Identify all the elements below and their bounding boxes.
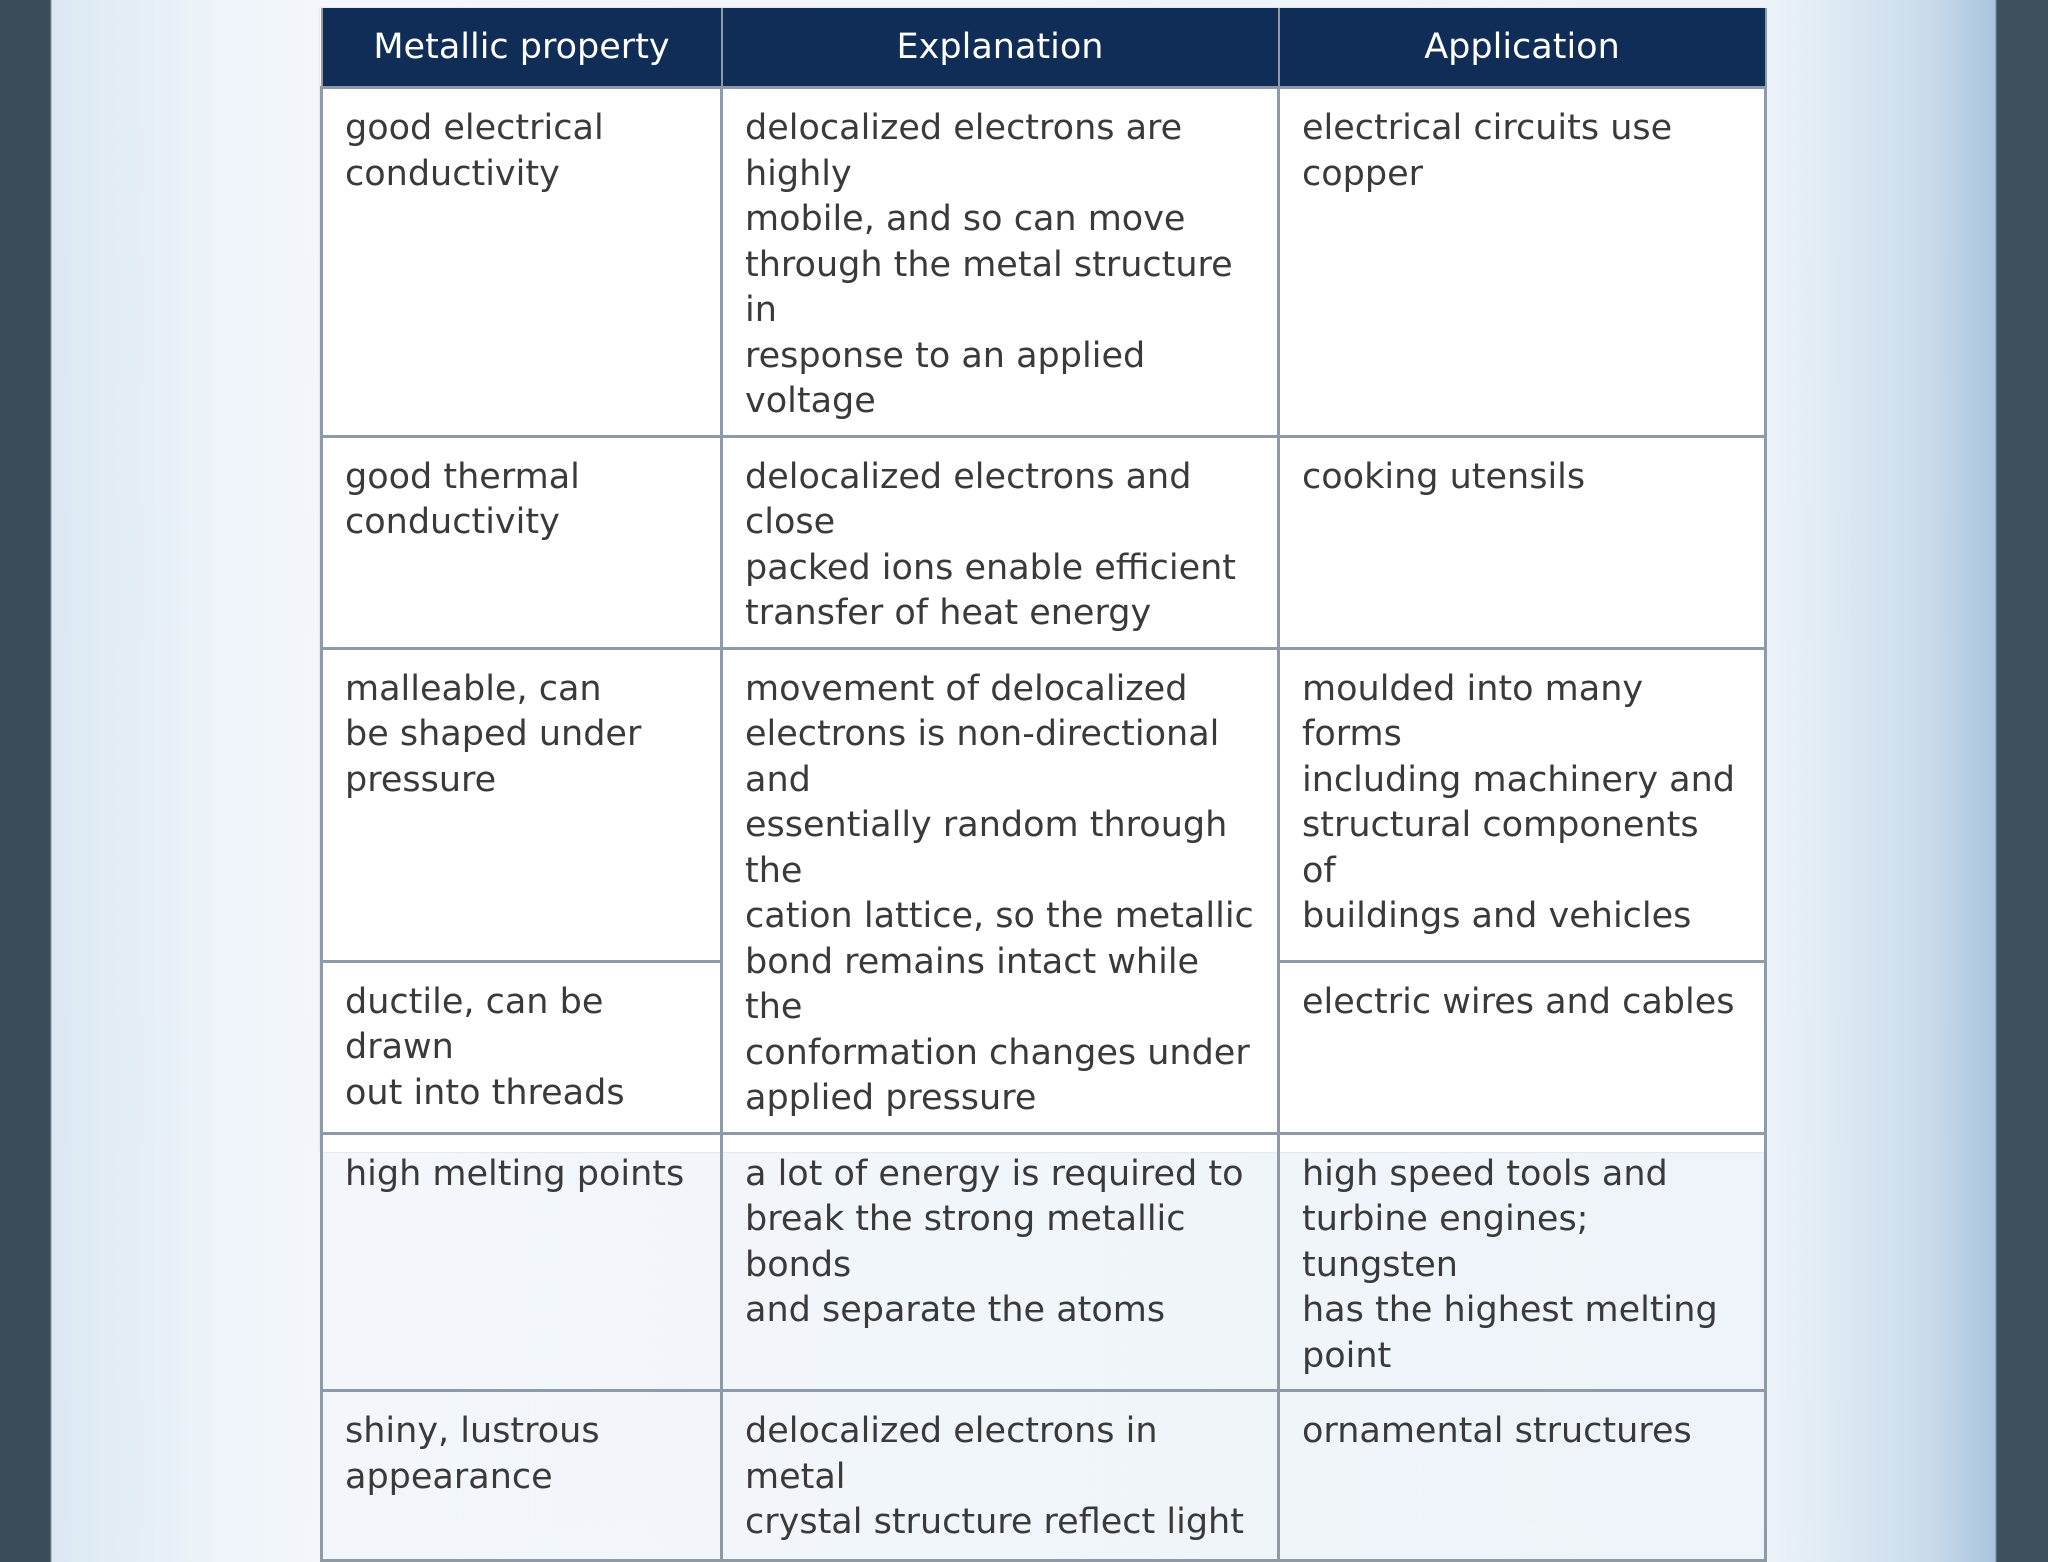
- table-row: [322, 436, 1766, 648]
- application-cell: high speed tools and turbine engines; tungsten has the highest melting point: [1279, 1133, 1766, 1391]
- explanation-cell: delocalized electrons and close packed ions enable efficient transfer of heat energy: [722, 436, 1279, 648]
- explanation-cell: delocalized electrons are highly mobile, and so can move through the metal structure in response to an applied voltage: [722, 88, 1279, 437]
- explanation-cell: a lot of energy is required to break the strong metallic bonds and separate the atoms: [722, 1133, 1279, 1391]
- header-metallic-property: Metallic property: [322, 8, 722, 88]
- application-cell: cooking utensils: [1279, 436, 1766, 648]
- table-row: [322, 1133, 1766, 1391]
- table-row: [322, 88, 1766, 437]
- property-cell: shiny, lustrous appearance: [322, 1391, 722, 1561]
- header-application: Application: [1279, 8, 1766, 88]
- property-cell: good electrical conductivity: [322, 88, 722, 437]
- property-cell: high melting points: [322, 1133, 722, 1391]
- metallic-properties-table: [320, 8, 1767, 1562]
- header-explanation: Explanation: [722, 8, 1279, 88]
- table-row: [322, 1391, 1766, 1561]
- application-cell: ornamental structures: [1279, 1391, 1766, 1561]
- table-row: [322, 648, 1766, 961]
- table-header-row: [322, 8, 1766, 88]
- application-cell: moulded into many forms including machinery and structural components of buildings and vehicles: [1279, 648, 1766, 961]
- property-cell: good thermal conductivity: [322, 436, 722, 648]
- explanation-cell: delocalized electrons in metal crystal structure reflect light: [722, 1391, 1279, 1561]
- explanation-cell: movement of delocalized electrons is non-directional and essentially random through the cation lattice, so the metallic bond remains intact while the conformation changes under applied pressure: [722, 648, 1279, 1133]
- application-cell: electrical circuits use copper: [1279, 88, 1766, 437]
- property-cell: malleable, can be shaped under pressure: [322, 648, 722, 961]
- property-cell: ductile, can be drawn out into threads: [322, 961, 722, 1133]
- application-cell: electric wires and cables: [1279, 961, 1766, 1133]
- metallic-properties-table-container: [320, 8, 1764, 1542]
